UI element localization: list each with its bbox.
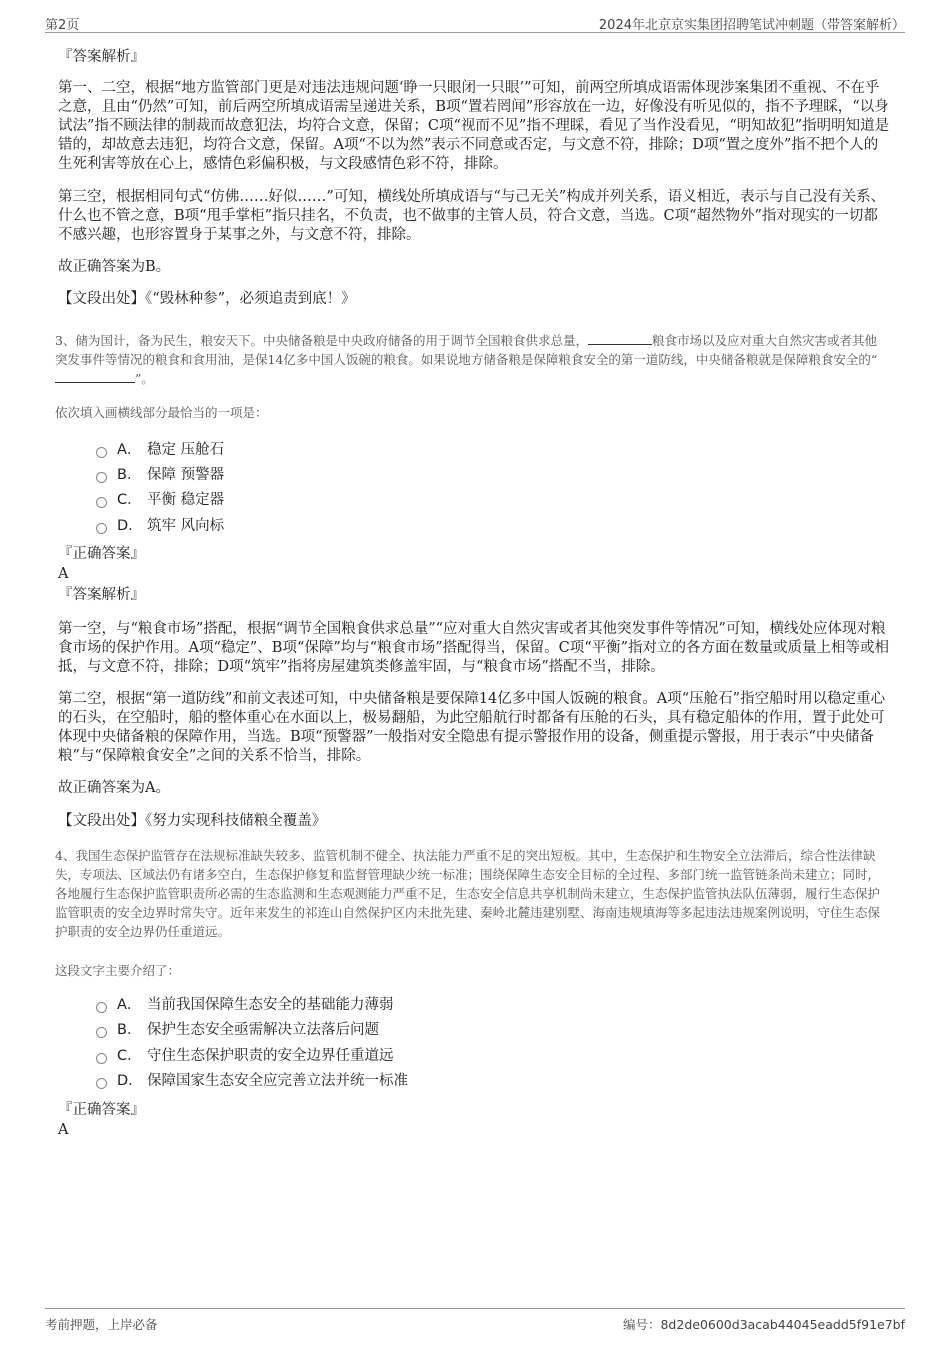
q2-conclusion: 故正确答案为B。 bbox=[58, 259, 171, 275]
q3-analysis-heading: 『答案解析』 bbox=[58, 587, 145, 603]
q3-blank-1 bbox=[588, 344, 652, 345]
q3-option-d[interactable]: D． 筑牢 风向标 bbox=[96, 516, 224, 536]
q3-answer: A bbox=[58, 566, 69, 582]
radio-button-icon[interactable] bbox=[96, 447, 107, 458]
radio-button-icon[interactable] bbox=[96, 1002, 107, 1013]
radio-button-icon[interactable] bbox=[96, 497, 107, 508]
q3-prompt: 依次填入画横线部分最恰当的一项是： bbox=[55, 405, 268, 420]
page-number: 第2页 bbox=[45, 18, 80, 33]
radio-button-icon[interactable] bbox=[96, 1027, 107, 1038]
q4-prompt: 这段文字主要介绍了： bbox=[55, 963, 181, 978]
document-code: 编号：8d2de0600d3acab44045eadd5f91e7bf bbox=[622, 1317, 905, 1332]
q3-analysis-para-1: 第一空，与“粮食市场”搭配，根据“调节全国粮食供求总量”“应对重大自然灾害或者其他突发事件等情况”可知，横线处应体现对粮食市场的保护作用。A项“稳定”、B项“保障”均与“粮食市场”搭配得当，保留。C项“平衡”指对立的各方面在数量或质量上相等或相抵，与文意不符，排除；D项“筑牢”指将房屋建筑类修盖牢固，与“粮食市场”搭配不当，排除。 bbox=[58, 621, 890, 675]
q3-source: 【文段出处】《努力实现科技储粮全覆盖》 bbox=[58, 813, 327, 829]
q4-option-a[interactable]: A． 当前我国保障生态安全的基础能力薄弱 bbox=[96, 995, 394, 1015]
q4-answer: A bbox=[58, 1122, 69, 1138]
q4-option-b[interactable]: B． 保护生态安全亟需解决立法落后问题 bbox=[96, 1020, 379, 1040]
q4-option-c[interactable]: C． 守住生态保护职责的安全边界任重道远 bbox=[96, 1046, 394, 1066]
q4-option-d[interactable]: D． 保障国家生态安全应完善立法并统一标准 bbox=[96, 1071, 408, 1091]
q3-answer-heading: 『正确答案』 bbox=[58, 546, 145, 562]
q2-analysis-para-2: 第三空，根据相同句式“仿佛……好似……”可知，横线处所填成语与“与己无关”构成并列关系，语义相近，表示与自己没有关系、什么也不管之意，B项“甩手掌柜”指只挂名，不负责，也不做事的主管人员，符合文意，当选。C项“超然物外”指对现实的一切都不感兴趣，也形容置身于某事之外，与文意不符，排除。 bbox=[58, 189, 886, 243]
q4-answer-heading: 『正确答案』 bbox=[58, 1102, 145, 1118]
page-footer bbox=[45, 1308, 905, 1333]
q3-option-c[interactable]: C． 平衡 稳定器 bbox=[96, 490, 224, 510]
radio-button-icon[interactable] bbox=[96, 523, 107, 534]
q3-option-b[interactable]: B． 保障 预警器 bbox=[96, 465, 224, 485]
radio-button-icon[interactable] bbox=[96, 472, 107, 483]
footer-motto: 考前押题，上岸必备 bbox=[45, 1317, 158, 1332]
radio-button-icon[interactable] bbox=[96, 1053, 107, 1064]
q2-source: 【文段出处】《“毁林种参”，必须追责到底！》 bbox=[58, 291, 356, 307]
q3-blank-2 bbox=[55, 382, 135, 383]
q2-analysis-para-1: 第一、二空，根据“地方监管部门更是对违法违规问题‘睁一只眼闭一只眼’”可知，前两空所填成语需体现涉案集团不重视、不在乎之意，且由“仍然”可知，前后两空所填成语需呈递进关系，B项“置若罔闻”形容放在一边，好像没有听见似的，指不予理睬，“以身试法”指不顾法律的制裁而故意犯法，均符合文意，保留；C项“视而不见”指不理睬，看见了当作没看见，“明知故犯”指明明知道是错的，却故意去违犯，均符合文意，保留。A项“不以为然”表示不同意或否定，与文意不符，排除；D项“置之度外”指不把个人的生死利害等放在心上，感情色彩偏积极，与文段感情色彩不符，排除。 bbox=[58, 80, 890, 172]
page-header bbox=[45, 14, 905, 33]
q3-stem: 3、储为国计，备为民生，粮安天下。中央储备粮是中央政府储备的用于调节全国粮食供求总量， 粮食市场以及应对重大自然灾害或者其他突发事件等情况的粮食和食用油，是保14亿多中国人饭碗的粮食。如果说地方储备粮是保障粮食安全的第一道防线，中央储备粮就是保障粮食安全的“”。 bbox=[55, 333, 878, 386]
q3-analysis-para-2: 第二空，根据“第一道防线”和前文表述可知，中央储备粮是要保障14亿多中国人饭碗的粮食。A项“压舱石”指空船时用以稳定重心的石头，在空船时，船的整体重心在水面以上，极易翻船，为此空船航行时都备有压舱的石头，具有稳定船体的作用，置于此处可体现中央储备粮的保障作用，当选。B项“预警器”一般指对安全隐患有提示警报作用的设备，侧重提示警报，用于表示“中央储备粮”与“保障粮食安全”之间的关系不恰当，排除。 bbox=[58, 691, 886, 764]
q4-stem: 4、我国生态保护监管存在法规标准缺失较多、监管机制不健全、执法能力严重不足的突出短板。其中，生态保护和生物安全立法滞后，综合性法律缺失，专项法、区域法仍有诸多空白，生态保护修复和监督管理缺少统一标准；围绕保障生态安全目标的全过程、多部门统一监管链条尚未建立；同时，各地履行生态保护监管职责所必需的生态监测和生态观测能力严重不足，生态安全信息共享机制尚未建立，生态保护监管执法队伍薄弱，履行生态保护监管职责的安全边界时常失守。近年来发生的祁连山自然保护区内未批先建、秦岭北麓违建别墅、海南违规填海等多起违法违规案例说明，守住生态保护职责的安全边界仍任重道远。 bbox=[55, 848, 881, 939]
document-title: 2024年北京京实集团招聘笔试冲刺题（带答案解析） bbox=[598, 18, 905, 33]
q3-option-a[interactable]: A． 稳定 压舱石 bbox=[96, 440, 224, 460]
q3-conclusion: 故正确答案为A。 bbox=[58, 780, 170, 796]
q2-analysis-heading: 『答案解析』 bbox=[58, 49, 145, 65]
radio-button-icon[interactable] bbox=[96, 1078, 107, 1089]
